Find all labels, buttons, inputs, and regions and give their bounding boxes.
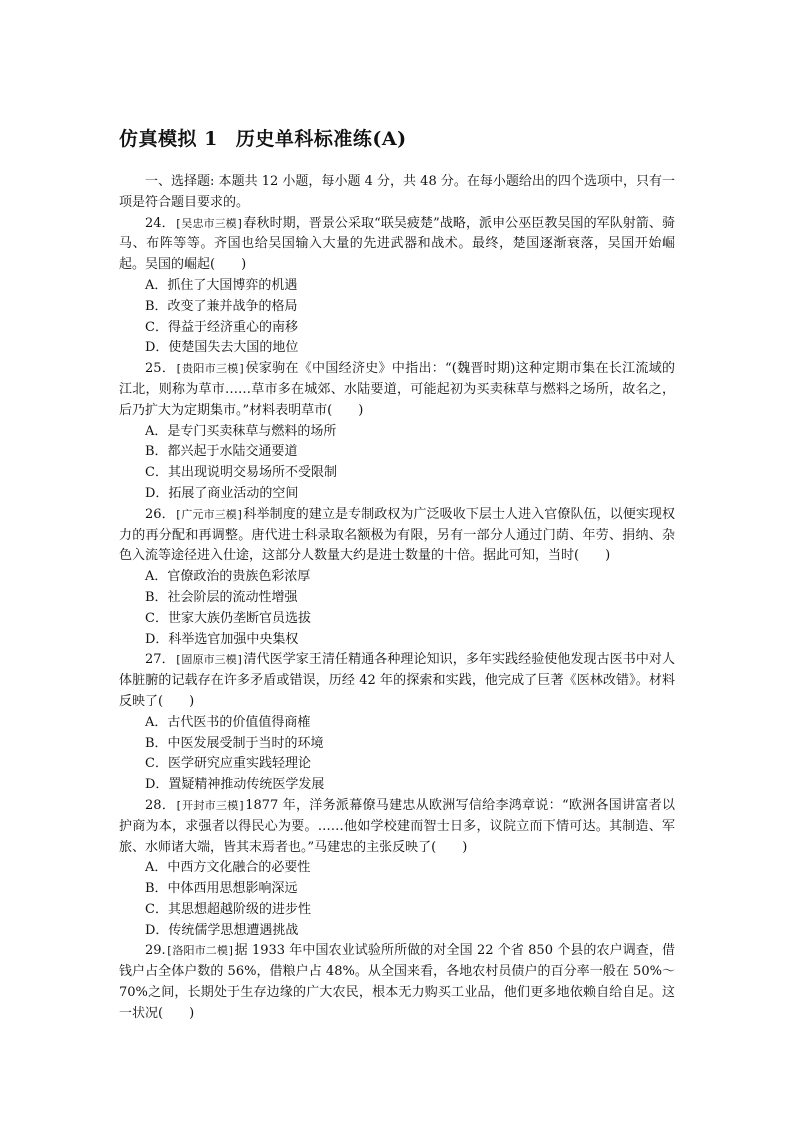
answer-option[interactable]: B．改变了兼并战争的格局 <box>145 298 298 314</box>
question-stem <box>119 505 675 567</box>
exam-body <box>119 172 675 1025</box>
question-source: [开封市三模] <box>175 798 246 812</box>
answer-option[interactable]: A．官僚政治的贵族色彩浓厚 <box>145 569 311 585</box>
question-number: 25． <box>145 361 176 377</box>
answer-option[interactable]: D．科举选官加强中央集权 <box>145 631 299 647</box>
question-stem-end: ) <box>462 839 468 855</box>
question-stem <box>119 359 675 421</box>
answer-option[interactable]: C．医学研究应重实践轻理论 <box>145 756 311 772</box>
question-block <box>119 941 675 1024</box>
section-intro: 一、选择题: 本题共 12 小题，每小题 4 分，共 48 分。在每小题给出的四个选项中，只有一项是符合题目要求的。 <box>119 174 675 210</box>
question-stem-text: 据 1933 年中国农业试验所所做的对全国 22 个省 850 个县的农户调查，借钱户占全体户数的 56%，借粮户占 48%。从全国来看，各地农村员债户的百分率一般在 50%～70%之间，长期处于生存边缘的广大农民，根本无力购买工业品，他们更多地依赖自给自足。这一状况( <box>119 943 676 1021</box>
question-stem-end: ) <box>241 257 247 273</box>
question-stem <box>119 796 675 858</box>
answer-option[interactable]: D．使楚国失去大国的地位 <box>145 340 299 356</box>
answer-option[interactable]: A．抓住了大国博弈的机遇 <box>145 277 298 293</box>
answer-option[interactable]: D．置疑精神推动传统医学发展 <box>145 777 325 793</box>
answer-option[interactable]: B．都兴起于水陆交通要道 <box>145 444 298 460</box>
question-number: 24． <box>145 215 175 231</box>
question-stem-text: 清代医学家王清任精通各种理论知识，多年实践经验使他发现古医书中对人体脏腑的记载存在许多矛盾或错误，历经 42 年的探索和实践，他完成了巨著《医林改错》。材料反映了( <box>119 652 675 709</box>
question-stem-end: ) <box>189 693 195 709</box>
question-source: [洛阳市二模] <box>165 944 235 958</box>
question-block <box>119 359 675 505</box>
answer-option[interactable]: C．其思想超越阶级的进步性 <box>145 901 311 917</box>
answer-option[interactable]: C．得益于经济重心的南移 <box>145 319 298 335</box>
answer-option[interactable]: C．世家大族仍垄断官员选拔 <box>145 610 311 626</box>
title-part2: 历史单科标准练(A) <box>235 128 407 150</box>
answer-option[interactable]: A．中西方文化融合的必要性 <box>145 860 311 876</box>
question-block <box>119 214 675 360</box>
question-source: [广元市三模] <box>174 507 244 521</box>
question-block <box>119 505 675 651</box>
question-stem-end: ) <box>189 1005 195 1021</box>
question-source: [吴忠市三模] <box>174 216 244 230</box>
question-stem-text: 侯家驹在《中国经济史》中指出：“(魏晋时期)这种定期市集在长江流域的江北，则称为草市……草市多在城郊、水陆要道，可能起初为买卖秣草与燃料之场所，故名之，后乃扩大为定期集市。”材料表明草市( <box>119 361 675 418</box>
question-stem-text: 1877 年，洋务派幕僚马建忠从欧洲写信给李鸿章说：“欧洲各国讲富者以护商为本，求强者以得民心为要。……他如学校建而智士日多，议院立而下情可达。其制造、军旅、水师诸大端，皆其末焉者也。”马建忠的主张反映了( <box>119 797 675 855</box>
question-source: [固原市三模] <box>174 653 244 667</box>
question-stem-end: ) <box>358 402 364 418</box>
question-number: 28． <box>145 797 176 813</box>
question-number: 26． <box>145 506 175 522</box>
question-stem-text: 科举制度的建立是专制政权为广泛吸收下层士人进入官僚队伍，以便实现权力的再分配和再调整。唐代进士科录取名额极为有限，另有一部分人通过门荫、年劳、捐纳、杂色入流等途径进入仕途，这部分人数量大约是进士数量的十倍。据此可知，当时( <box>119 506 675 564</box>
question-block <box>119 650 675 796</box>
answer-option[interactable]: C．其出现说明交易场所不受限制 <box>145 465 337 481</box>
question-number: 27． <box>145 652 175 668</box>
question-source: [贵阳市三模] <box>175 362 246 376</box>
question-list <box>119 214 675 1025</box>
title-part1: 仿真模拟 1 <box>119 128 218 150</box>
answer-option[interactable]: B．中医发展受制于当时的环境 <box>145 735 324 751</box>
question-number: 29. <box>145 943 166 959</box>
question-stem <box>119 941 675 1024</box>
answer-option[interactable]: B．中体西用思想影响深远 <box>145 881 298 897</box>
question-stem-text: 春秋时期，晋景公采取“联吴疲楚”战略，派申公巫臣教吴国的军队射箭、骑马、布阵等等。齐国也给吴国输入大量的先进武器和战术。最终，楚国逐渐衰落，吴国开始崛起。吴国的崛起( <box>119 215 676 273</box>
answer-option[interactable]: D．拓展了商业活动的空间 <box>145 485 299 501</box>
answer-option[interactable]: B．社会阶层的流动性增强 <box>145 589 298 605</box>
question-stem <box>119 650 675 712</box>
question-block <box>119 796 675 942</box>
question-stem <box>119 214 675 276</box>
page-title <box>119 124 407 151</box>
answer-option[interactable]: A．是专门买卖秣草与燃料的场所 <box>145 423 337 439</box>
answer-option[interactable]: D．传统儒学思想遭遇挑战 <box>145 922 299 938</box>
question-stem-end: ) <box>605 548 611 564</box>
answer-option[interactable]: A．古代医书的价值值得商榷 <box>145 714 311 730</box>
